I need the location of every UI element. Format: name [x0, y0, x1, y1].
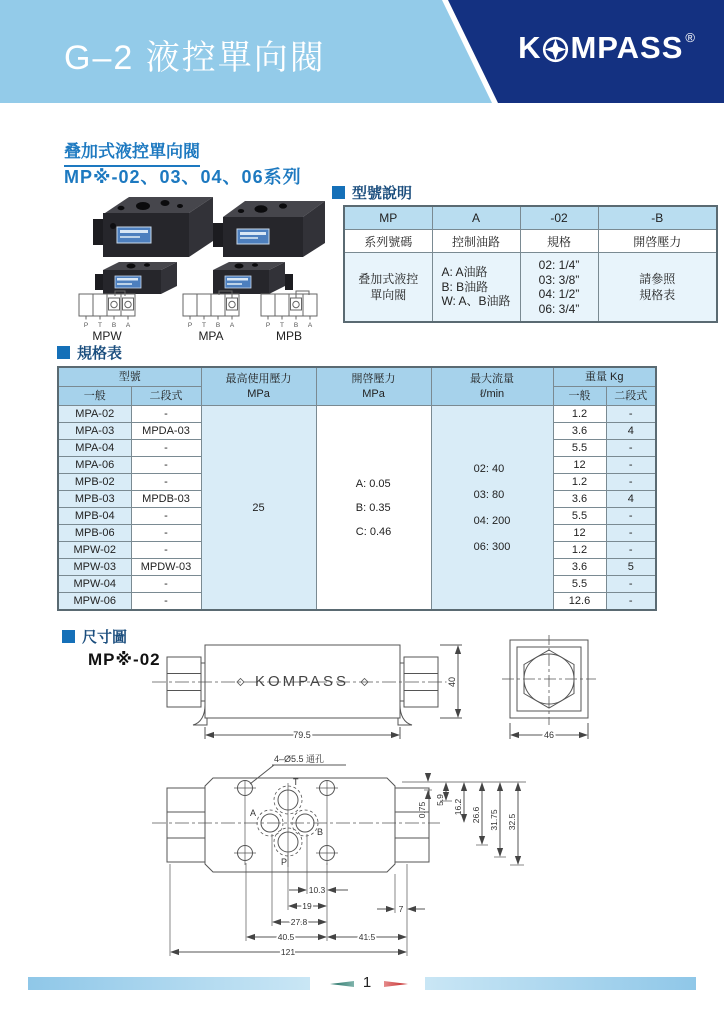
hdr-line: MPa	[247, 387, 270, 400]
dim-front-height: 40	[447, 676, 457, 688]
model-subcol-header: 系列號碼	[344, 230, 432, 253]
port-a-label: A	[250, 808, 257, 818]
top-view	[152, 765, 526, 956]
spec-row	[58, 406, 656, 423]
weight-two-stage-cell: -	[606, 593, 656, 611]
symbol-mpw	[79, 291, 135, 320]
model-cell-size	[520, 253, 598, 323]
weight-two-stage-cell: 5	[606, 559, 656, 576]
right-dim: 5.9	[435, 794, 445, 806]
symbol-name-mpb: MPB	[275, 329, 303, 342]
port-label: P	[187, 322, 193, 329]
bottom-dim: 19	[302, 901, 312, 911]
weight-general-cell: 5.5	[553, 576, 606, 593]
flow-line: 02: 40	[473, 462, 505, 475]
spec-header-max-pressure	[201, 367, 316, 406]
page-title: G–2 液控單向閥	[64, 39, 326, 77]
port-b-label: B	[317, 827, 324, 837]
weight-general-cell: 5.5	[553, 508, 606, 525]
compass-star-icon	[542, 36, 569, 63]
page-number: 1	[362, 974, 372, 991]
weight-general-cell: 3.6	[553, 491, 606, 508]
symbol-name-mpa: MPA	[198, 329, 224, 342]
spec-subheader-two-stage: 二段式	[131, 387, 201, 406]
port-label: A	[229, 322, 235, 329]
spec-header-weight: 重量 Kg	[553, 367, 656, 387]
max-pressure-cell: 25	[201, 406, 316, 611]
series-title: MP※-02、03、04、06系列	[64, 167, 302, 187]
port-label: B	[293, 322, 299, 329]
port-label: A	[125, 322, 131, 329]
bottom-dim: 41.5	[358, 932, 376, 942]
flow-line: 03: 80	[473, 488, 505, 501]
footer-next-arrow-icon[interactable]	[384, 981, 408, 987]
two-stage-cell: -	[131, 508, 201, 525]
hdr-line: 最高使用壓力	[225, 372, 292, 385]
weight-general-cell: 1.2	[553, 474, 606, 491]
dimension-drawing	[90, 635, 724, 975]
weight-general-cell: 3.6	[553, 423, 606, 440]
size-line: 04: 1/2”	[538, 287, 580, 301]
right-dim: 26.6	[471, 806, 481, 824]
two-stage-cell: -	[131, 525, 201, 542]
control-line: A: A油路	[441, 265, 488, 280]
two-stage-cell: -	[131, 474, 201, 491]
model-cell: MPB-02	[58, 474, 131, 491]
size-line: 02: 1/4”	[538, 258, 580, 272]
hdr-line: 最大流量	[470, 372, 514, 385]
model-col-header: MP	[344, 206, 432, 230]
spec-table	[57, 366, 657, 611]
size-line: 06: 3/4”	[538, 301, 580, 316]
weight-general-cell: 1.2	[553, 406, 606, 423]
page-header	[0, 0, 724, 103]
cracking-cell	[316, 406, 431, 611]
weight-two-stage-cell: -	[606, 576, 656, 593]
spec-header-flow	[431, 367, 553, 406]
model-subcol-header: 開啓壓力	[598, 230, 717, 253]
bottom-dim: 10.3	[308, 885, 326, 895]
dim-model-label: MP※-02	[88, 650, 161, 669]
model-number-table	[343, 205, 718, 323]
bottom-dim: 27.8	[290, 917, 308, 927]
cracking-line: 請參照	[639, 272, 676, 286]
spec-section-heading-label: 規格表	[77, 345, 123, 362]
series-line: 單向閥	[370, 288, 407, 302]
hole-note: 4–Ø5.5 通孔	[274, 754, 325, 764]
port-label: T	[98, 322, 102, 329]
symbol-mpb	[261, 291, 317, 320]
two-stage-cell: -	[131, 542, 201, 559]
flow-line: 04: 200	[473, 514, 511, 527]
dim-end-width: 46	[543, 730, 555, 740]
cracking-line: 規格表	[639, 288, 676, 302]
cracking-line: A: 0.05	[355, 477, 391, 490]
footer-prev-arrow-icon[interactable]	[330, 981, 354, 987]
weight-two-stage-cell: -	[606, 440, 656, 457]
spec-subheader-general: 一般	[58, 387, 131, 406]
valve-photo-large-2	[213, 201, 325, 257]
hdr-line: ℓ/min	[479, 387, 505, 400]
port-label: T	[280, 322, 284, 329]
model-cell: MPA-03	[58, 423, 131, 440]
model-cell: MPB-04	[58, 508, 131, 525]
model-cell: MPB-03	[58, 491, 131, 508]
hydraulic-symbols	[55, 288, 340, 342]
symbol-name-mpw: MPW	[92, 329, 122, 342]
hdr-line: MPa	[362, 387, 385, 400]
model-cell: MPA-02	[58, 406, 131, 423]
two-stage-cell: MPDA-03	[131, 423, 201, 440]
model-cell: MPA-04	[58, 440, 131, 457]
size-line: 03: 3/8”	[538, 272, 580, 287]
weight-two-stage-cell: -	[606, 406, 656, 423]
spec-header-model: 型號	[58, 367, 201, 387]
right-dim: 31.75	[489, 809, 499, 831]
two-stage-cell: -	[131, 440, 201, 457]
weight-general-cell: 3.6	[553, 559, 606, 576]
two-stage-cell: MPDB-03	[131, 491, 201, 508]
product-subtitle: 叠加式液控單向閥	[64, 137, 200, 167]
cracking-line: C: 0.46	[355, 525, 392, 538]
spec-subheader-w-general: 一般	[553, 387, 606, 406]
two-stage-cell: -	[131, 593, 201, 611]
two-stage-cell: MPDW-03	[131, 559, 201, 576]
cracking-line: B: 0.35	[355, 501, 391, 514]
port-t-label: T	[293, 777, 299, 787]
model-subcol-header: 規格	[520, 230, 598, 253]
model-section-heading	[332, 182, 412, 203]
hdr-line: 開啓壓力	[351, 372, 396, 385]
weight-general-cell: 12.6	[553, 593, 606, 611]
port-label: T	[202, 322, 206, 329]
right-dim: 16.2	[453, 798, 463, 816]
port-label: P	[265, 322, 271, 329]
model-cell: MPB-06	[58, 525, 131, 542]
weight-general-cell: 1.2	[553, 542, 606, 559]
model-cell: MPW-03	[58, 559, 131, 576]
weight-two-stage-cell: -	[606, 474, 656, 491]
flow-cell	[431, 406, 553, 611]
weight-two-stage-cell: 4	[606, 423, 656, 440]
weight-general-cell: 5.5	[553, 440, 606, 457]
flow-line: 06: 300	[473, 540, 511, 553]
weight-two-stage-cell: 4	[606, 491, 656, 508]
weight-two-stage-cell: -	[606, 542, 656, 559]
control-line: B: B油路	[441, 279, 489, 294]
symbol-mpa	[183, 291, 239, 320]
model-cell-series	[344, 253, 432, 323]
model-col-header: A	[432, 206, 520, 230]
port-label: P	[83, 322, 89, 329]
bottom-dim: 40.5	[277, 932, 295, 942]
heading-square-icon	[332, 186, 345, 199]
port-label: A	[307, 322, 313, 329]
right-dim: 32.5	[507, 813, 517, 831]
registered-mark: ®	[685, 29, 696, 45]
heading-square-icon	[62, 630, 75, 643]
weight-general-cell: 12	[553, 525, 606, 542]
model-cell: MPA-06	[58, 457, 131, 474]
model-section-heading-label: 型號說明	[352, 185, 413, 202]
two-stage-cell: -	[131, 406, 201, 423]
bottom-dim: 121	[280, 947, 296, 957]
port-label: B	[215, 322, 221, 329]
model-cell: MPW-06	[58, 593, 131, 611]
weight-general-cell: 12	[553, 457, 606, 474]
footer-bar-right	[425, 977, 696, 990]
spec-subheader-w-two-stage: 二段式	[606, 387, 656, 406]
drawing-watermark: KOMPASS	[254, 673, 350, 690]
dim-section-heading-label: 尺寸圖	[82, 629, 128, 646]
model-subcol-header: 控制油路	[432, 230, 520, 253]
two-stage-cell: -	[131, 576, 201, 593]
model-cell-control	[432, 253, 520, 323]
bottom-dim: 7	[398, 904, 404, 914]
model-col-header: -B	[598, 206, 717, 230]
kompass-logo	[518, 30, 694, 66]
spec-header-cracking	[316, 367, 431, 406]
weight-two-stage-cell: -	[606, 457, 656, 474]
valve-photo-large-1	[93, 197, 213, 257]
model-cell: MPW-02	[58, 542, 131, 559]
logo-text-mpass: MPASS	[570, 30, 684, 65]
model-col-header: -02	[520, 206, 598, 230]
front-view	[152, 645, 462, 739]
weight-two-stage-cell: -	[606, 525, 656, 542]
two-stage-cell: -	[131, 457, 201, 474]
model-cell: MPW-04	[58, 576, 131, 593]
heading-square-icon	[57, 346, 70, 359]
port-label: B	[111, 322, 117, 329]
right-dim: 0.75	[417, 801, 427, 819]
dim-front-length: 79.5	[293, 730, 311, 740]
model-cell-cracking	[598, 253, 717, 323]
end-view	[502, 635, 596, 739]
series-line: 叠加式液控	[358, 272, 419, 286]
logo-text-k: K	[518, 30, 542, 65]
spec-section-heading	[57, 342, 122, 363]
control-line: W: A、B油路	[441, 294, 511, 309]
weight-two-stage-cell: -	[606, 508, 656, 525]
footer-bar-left	[28, 977, 310, 990]
port-p-label: P	[281, 857, 288, 867]
